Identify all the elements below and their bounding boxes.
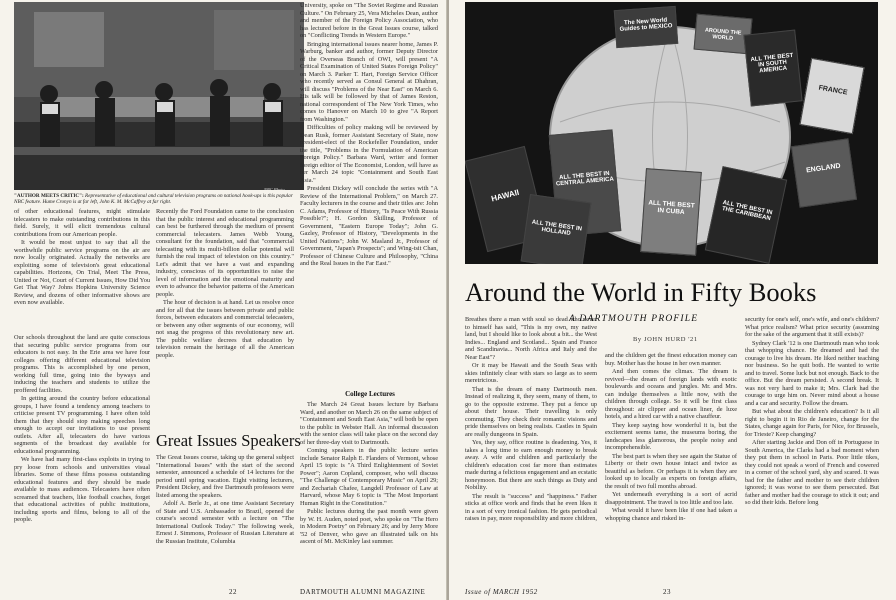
book-holland: ALL THE BEST IN HOLLAND [521,194,592,264]
book-mexico: The New World Guides to MEXICO [614,6,678,48]
book-around-world: AROUND THE WORLD [694,14,753,55]
paragraph: They keep saying how wonderful it is, but the excitement seems tame, the museums boring, the landscapes less glamorous, the people noisy and incomprehensible. [605,421,737,451]
right-col2 [605,352,737,584]
book-south-america: ALL THE BEST IN SOUTH AMERICA [743,29,802,106]
left-page [0,0,447,600]
left-col1-bottom [14,334,150,584]
paragraph: We have had many first-class exploits in trying to pry loose from schools and universities visual libraries. Some of these films possess outstanding educational features and they should be made available to mass audiences. Telecasters have often screamed that teachers, like football coaches, forget that educational activities of public institutions, including sports and films, belong to all of the people. [14,456,150,523]
paragraph: And then comes the climax. The dream is revived—the dream of foreign lands with exotic boulevards and oceans and jungles. Mr. and Mrs. can indulge themselves a little now, with the children through college. So it will be first class throughout: air clipper and ocean liner, de luxe hotels, and a hired car with a native chauffeur. [605,368,737,420]
paragraph: Sydney Clark '12 is one Dartmouth man who took that whopping chance. He dreamed and had the courage to live his dream. He liked neither teaching nor business. So he quit both. He wanted to write and to travel. Some luck but not enough. Back to the office. But the dream persisted. A second break. It was not very hard to make it; Mrs. Clark had the courage to urge him on. Never mind about a house and a car and security. Follow the dream. [745,339,879,407]
great-issues-heading: Great Issues Speakers [156,431,301,450]
paragraph: Public lectures during the past month were given by W. H. Auden, noted poet, who spoke on "The Hero in Modern Poetry" on February 26; and by Jerry More '52 of Denver, who gave an illustrated talk on his ascent of Mt. McKinley last summer. [300,508,438,545]
article-byline: By JOHN HURD '21 [633,336,698,343]
book-france: FRANCE [800,58,865,134]
caption-text: Representative of educational and cultural television programs on national hook-ups is this popular NBC feature. Hume Cronyn is at far left, John K. M. McCaffrey at far right. [14,193,293,206]
paragraph: of other educational features, might stimulate telecasters to make outstanding contributions in this field. Surely, it will elicit tremendous cultural contributions from our American people. [14,208,150,238]
paragraph: The best part is when they see again the Statue of Liberty or their own house intact and twice as beautiful as before. Or perhaps it is when they are looked up to locally as experts on foreign affairs, the result of two full months abroad. [605,452,737,490]
page-number-left: 22 [229,588,237,596]
article-title: Around the World in Fifty Books [465,277,817,307]
paragraph: Our schools throughout the land are quite conscious that securing public service programs from our educators is not easy. In the Erie area we have four colleges offering different educational television programs. This is accomplished by one person, working full time, going into the byways and inducing the teachers and students to utilize the proffered facilities. [14,334,150,394]
paragraph: and the children get the finest education money can buy. Mother has the house in her own manner. [605,352,737,367]
left-col3-bottom [300,401,438,584]
college-lectures-heading: College Lectures [345,390,395,398]
left-col2-top [156,208,294,426]
paragraph: Breathes there a man with soul so dead who never to himself has said, "This is my own, my native land, but I should like to look about a bit... the West Indies... England and Scotland... Spain and France and Scandinavia... North Africa and Italy and the Near East"? [465,316,597,361]
book-caribbean: ALL THE BEST IN THE CARIBBEAN [705,166,787,264]
paragraph: President Dickey will conclude the series with "A Review of the International Problem," on March 27. Faculty lecturers in the course and their titles are: John C. Adams, Professor of History, "Is Peace With Russia Possible?"; H. Gordon Skilling, Professor of Government, "Eastern Europe Today"; John G. Gazley, Professor of History, "Developments in the United Nations"; John W. Masland Jr., Professor of Government, "Japan's Prospects"; and Wing-tsit Chan, Professor of Chinese Culture and Philosophy, "China and the Real Issues in the Far East." [300,185,438,267]
paragraph: The result is "success" and "happiness." Father sticks at office work and finds that he even likes it in a sort of very ironical fashion. He gets periodical raises in pay, more responsibility and more children, [465,492,597,522]
photo-credit: NBC Photo [264,187,285,190]
paragraph: After starting Jackie and Don off in Portuguese in South America, the Clarks had a bad moment when they put them in school in Paris. Poor little tikes, they could not speak a word of French and cowered in a corner of the school yard, shy and scared. It was bad for the father and mother to see their children ignored; it was worse to see them persecuted. But father and mother had the courage to stick it out; and so did their kids. Before long [745,439,879,506]
paragraph: The hour of decision is at hand. Let us resolve once and for all that the issues between private and public forces, between educators and commercial telecasters, or between any other segments of our economy, will not snag the progress of this revolutionary new art. The public welfare decrees that education by television remain the heritage of all the American people. [156,299,294,359]
left-col1-top [14,208,150,328]
paragraph: security for one's self, one's wife, and one's children? What price realism? What price security (assuming for the sake of the argument that it still exists)? [745,316,879,338]
paragraph: The Great Issues course, taking up the general subject "International Issues" with the start of the second semester, announced a schedule of 14 lectures for the period until spring vacation. Eight visiting lecturers, President Dickey, and five Dartmouth professors were listed among the speakers. [156,454,294,499]
paragraph: Adolf A. Berle Jr., at one time Assistant Secretary of State and U.S. Ambassador to Brazil, opened the course's second semester with a lecture on "The International Outlook Today." The following week, Ernest J. Simmons, Professor of Russian Literature at the Russian Institute, Columbia [156,500,294,545]
paragraph: Bringing international issues nearer home, James P. Warburg, banker and author, former Deputy Director of the Overseas Branch of OWI, will present "A Critical Examination of United States Foreign Policy" on March 3. Parker T. Hart, Foreign Service Officer who recently served as Consul General at Dhahran, will discuss "Problems of the Near East" on March 6. His talk will be followed by that of James Reston, national correspondent of The New York Times, who comes to Hanover on March 10 to give "A Report from Washington." [300,40,438,123]
photo-caption [14,193,304,206]
book-cuba: ALL THE BEST IN CUBA [640,168,702,256]
paragraph: Recently the Ford Foundation came to the conclusion that the public interest and educational programming can best be furthered through the medium of present commercial telecasters. James Webb Young, consultant for the foundation, said that "commercial telecasting with its multi-billion dollar potential will furnish the real impact of television on this country." Let's admit that we have a vast and expanding industry, conscious of its opportunities to raise the level of information and the emotional maturity and even to advance the behavior patterns of the American people. [156,208,294,298]
book-england: ENGLAND [791,138,857,207]
paragraph: What would it have been like if one had taken a whopping chance and risked in- [605,507,737,522]
left-col2-bottom [156,454,294,584]
travel-books-photo [465,2,878,264]
paragraph: Yet underneath everything is a sort of acrid disappointment. The travel is too little and too late. [605,491,737,506]
caption-label: "AUTHOR MEETS CRITIC": [14,193,84,199]
page-number-right: 23 [663,588,671,596]
right-col1 [465,316,597,584]
issue-date-footer: Issue of MARCH 1952 [465,588,538,596]
paragraph: Coming speakers in the public lecture series include Senator Ralph E. Flanders of Vermont, whose April 15 topic is "A Third Enlightenment of Soviet Power"; Aaron Copland, composer, who will discuss "The Challenge of Contemporary Music" on April 29; and Zechariah Chafee, Langdell Professor of Law at Harvard, whose May 6 topic is "The Most Important Human Right in the Constitution." [300,447,438,507]
right-page [449,0,896,600]
book-hawaii: HAWAII [465,146,547,252]
left-col3-top [300,2,438,386]
paragraph: University, spoke on "The Soviet Regime and Russian Culture." On February 25, Vera Micheles Dean, author and member of the Foreign Policy Association, who has lectured before in the Great Issues course, talked on "Conflicting Trends in Western Europe." [300,2,438,39]
magazine-title-footer: DARTMOUTH ALUMNI MAGAZINE [300,588,426,596]
paragraph: That is the dream of many Dartmouth men. Instead of realizing it, they seem, many of them, to go to the opposite extreme. They put a fence up about their house. Their travelling is only commuting. They check their romantic visions and pride themselves on being realists. Castles in Spain are really dungeons in Spain. [465,385,597,438]
paragraph: Or it may be Hawaii and the South Seas with skies infinitely clear with stars so large as to seem meretricious. [465,362,597,384]
tv-panel-photo [14,2,304,190]
paragraph: The March 24 Great Issues lecture by Barbara Ward, and another on March 26 on the same subject of "Containment and South East Asia," will both be open to the public in Webster Hall. An informal discussion with the senior class will take place on the second day of her three-day visit to Dartmouth. [300,401,438,446]
article-subtitle: A DARTMOUTH PROFILE [569,314,699,324]
right-col3 [745,316,879,584]
paragraph: Difficulties of policy making will be reviewed by Dean Rusk, former Assistant Secretary of State, now president-elect of the Rockefeller Foundation, under the title, "Problems in the Formulation of American Foreign Policy." Barbara Ward, writer and former foreign editor of The Economist, London, will have as her March 24 topic "Containment and South East Asia." [300,124,438,184]
paragraph: In getting around the country before educational groups, I have found a tendency among teachers to criticise present TV programming. I have often told them that they should stop making speeches long enough to accept our invitations to use present outlets. After all, telecasters do have various segments of the broadcast day available for educational programming. [14,395,150,455]
tv-panel-illustration [14,2,304,190]
paragraph: But what about the children's education? Is it all right to begin it in Rio de Janeiro, change for the States, change again for Paris, for Nice, for Brussels, for Trieste? Keep changing? [745,408,879,438]
paragraph: Yes, they say, office routine is deadening. Yes, it takes a long time to earn enough money to break away. A wife and children and particularly the children's education cost far more than estimates made during a felicitous engagement and an ecstatic honeymoon. But there are such things as Duty and Nobility. [465,439,597,491]
paragraph: It would be most unjust to say that all the worthwhile public service programs on the air are now locally originated. Actually the networks are exploiting some of television's great educational capabilities. Horizons, On Trial, Meet The Press, United or Not, Court of Current Issues, How Did You Get That Way? Johns Hopkins University Science Review, and dozens of other informative shows are even now available. [14,239,150,306]
book-central-america: ALL THE BEST IN CENTRAL AMERICA [549,129,622,236]
